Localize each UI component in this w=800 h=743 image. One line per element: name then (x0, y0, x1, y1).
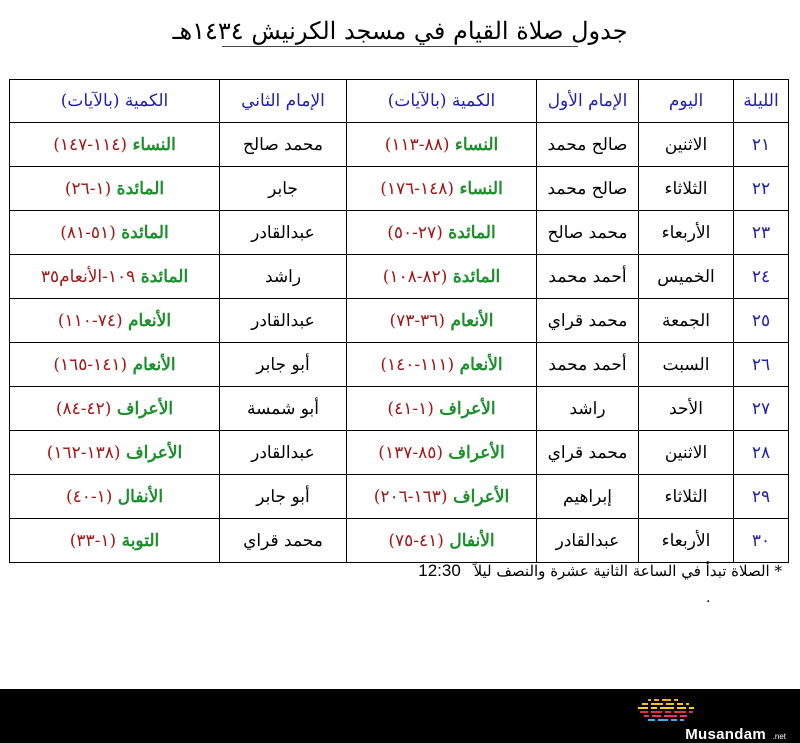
header-night: الليلة (734, 80, 789, 123)
day-cell: الجمعة (639, 299, 734, 343)
quantity2-cell (10, 211, 220, 255)
imam2-cell: عبدالقادر (220, 431, 347, 475)
imam2-cell: محمد قراي (220, 519, 347, 563)
verse-range: (٤٢-٨٤) (55, 398, 112, 419)
header-qty1: الكمية (بالآيات) (347, 80, 537, 123)
surah-name: النساء (132, 134, 176, 155)
night-cell: ٢٦ (734, 343, 789, 387)
table-row (10, 475, 789, 519)
table-row (10, 211, 789, 255)
quantity1-cell (347, 167, 537, 211)
title-underline (222, 46, 578, 47)
quantity1-cell (347, 475, 537, 519)
night-cell: ٢١ (734, 123, 789, 167)
surah-name: المائدة (452, 266, 501, 287)
imam2-cell: أبو جابر (220, 343, 347, 387)
surah-name: الأنعام (128, 310, 172, 331)
surah-name: الأعراف (125, 442, 183, 463)
quantity1-cell (347, 431, 537, 475)
verse-range: (٢٧-٥٠) (387, 222, 443, 243)
footnote-text: * الصلاة تبدأ في الساعة الثانية عشرة والنصف ليلاً (473, 562, 782, 580)
quantity1-cell (347, 211, 537, 255)
imam1-cell: إبراهيم (537, 475, 639, 519)
verse-range: (١١١-١٤٠) (380, 354, 455, 375)
quantity1-cell (347, 519, 537, 563)
quantity2-cell (10, 387, 220, 431)
surah-name: المائدة (121, 222, 169, 243)
table-row (10, 519, 789, 563)
day-cell: الأربعاء (639, 519, 734, 563)
footnote (222, 561, 782, 581)
day-cell: الاثنين (639, 123, 734, 167)
verse-range: (١-٢٦) (64, 178, 112, 199)
imam1-cell: صالح محمد (537, 123, 639, 167)
verse-range: (٤١-٧٥) (388, 530, 444, 551)
surah-name: المائدة (448, 222, 496, 243)
surah-name: الأعراف (452, 486, 510, 507)
imam2-cell: محمد صالح (220, 123, 347, 167)
night-cell: ٣٠ (734, 519, 789, 563)
day-cell: الأربعاء (639, 211, 734, 255)
logo-suffix: .net (772, 732, 786, 741)
table-row (10, 387, 789, 431)
logo-text[interactable]: Musandam (685, 726, 766, 743)
surah-name: الأنعام (450, 310, 494, 331)
surah-name: الأنعام (132, 354, 176, 375)
night-cell: ٢٤ (734, 255, 789, 299)
quantity2-cell (10, 255, 220, 299)
footnote-time: 12:30 (418, 561, 461, 580)
schedule-table (9, 79, 789, 563)
imam1-cell: أحمد محمد (537, 343, 639, 387)
quantity2-cell (10, 167, 220, 211)
imam1-cell: صالح محمد (537, 167, 639, 211)
footer-bar (0, 689, 800, 743)
quantity2-cell (10, 519, 220, 563)
imam2-cell: أبو جابر (220, 475, 347, 519)
table-row (10, 431, 789, 475)
imam2-cell: راشد (220, 255, 347, 299)
table-row (10, 167, 789, 211)
imam1-cell: راشد (537, 387, 639, 431)
imam2-cell: عبدالقادر (220, 211, 347, 255)
surah-name: المائدة (140, 266, 189, 287)
day-cell: الثلاثاء (639, 167, 734, 211)
imam1-cell: أحمد محمد (537, 255, 639, 299)
quantity1-cell (347, 255, 537, 299)
surah-name: الأنفال (449, 530, 495, 551)
verse-range: ١٠٩-الأنعام٣٥ (40, 266, 136, 287)
night-cell: ٢٢ (734, 167, 789, 211)
quantity1-cell (347, 387, 537, 431)
day-cell: الثلاثاء (639, 475, 734, 519)
verse-range: (١٣٨-١٦٢) (46, 442, 121, 463)
day-cell: الاثنين (639, 431, 734, 475)
night-cell: ٢٥ (734, 299, 789, 343)
verse-range: (٥١-٨١) (60, 222, 116, 243)
surah-name: النساء (454, 134, 499, 155)
day-cell: الخميس (639, 255, 734, 299)
surah-name: الأعراف (439, 398, 496, 419)
surah-name: المائدة (116, 178, 165, 199)
header-imam1: الإمام الأول (537, 80, 639, 123)
stray-dot: . (706, 590, 711, 606)
imam1-cell: عبدالقادر (537, 519, 639, 563)
quantity2-cell (10, 299, 220, 343)
imam1-cell: محمد قراي (537, 299, 639, 343)
day-cell: الأحد (639, 387, 734, 431)
verse-range: (٨٥-١٣٧) (378, 442, 443, 463)
surah-name: الأنعام (459, 354, 503, 375)
imam2-cell: أبو شمسة (220, 387, 347, 431)
table-header-row (10, 80, 789, 123)
surah-name: الأنفال (117, 486, 164, 507)
verse-range: (٨٢-١٠٨) (382, 266, 448, 287)
table-row (10, 123, 789, 167)
verse-range: (٨٨-١١٣) (384, 134, 450, 155)
surah-name: النساء (459, 178, 503, 199)
surah-name: الأعراف (116, 398, 174, 419)
page-title: جدول صلاة القيام في مسجد الكرنيش ١٤٣٤هـ (172, 17, 628, 45)
verse-range: (١-٤١) (387, 398, 434, 419)
imam2-cell: عبدالقادر (220, 299, 347, 343)
night-cell: ٢٨ (734, 431, 789, 475)
night-cell: ٢٩ (734, 475, 789, 519)
verse-range: (١٤٨-١٧٦) (380, 178, 455, 199)
imam2-cell: جابر (220, 167, 347, 211)
quantity1-cell (347, 123, 537, 167)
verse-range: (١-٣٣) (69, 530, 117, 551)
verse-range: (١١٤-١٤٧) (53, 134, 128, 155)
header-imam2: الإمام الثاني (220, 80, 347, 123)
table-row (10, 299, 789, 343)
header-day: اليوم (639, 80, 734, 123)
imam1-cell: محمد صالح (537, 211, 639, 255)
verse-range: (٣٦-٧٣) (389, 310, 446, 331)
quantity1-cell (347, 299, 537, 343)
imam1-cell: محمد قراي (537, 431, 639, 475)
surah-name: التوبة (121, 530, 160, 551)
quantity2-cell (10, 123, 220, 167)
day-cell: السبت (639, 343, 734, 387)
header-qty2: الكمية (بالآيات) (10, 80, 220, 123)
night-cell: ٢٧ (734, 387, 789, 431)
table-row (10, 343, 789, 387)
table-row (10, 255, 789, 299)
surah-name: الأعراف (448, 442, 505, 463)
quantity2-cell (10, 343, 220, 387)
quantity1-cell (347, 343, 537, 387)
verse-range: (٧٤-١١٠) (57, 310, 123, 331)
verse-range: (١٦٣-٢٠٦) (373, 486, 448, 507)
night-cell: ٢٣ (734, 211, 789, 255)
verse-range: (١-٤٠) (65, 486, 113, 507)
quantity2-cell (10, 475, 220, 519)
verse-range: (١٤١-١٦٥) (53, 354, 128, 375)
quantity2-cell (10, 431, 220, 475)
